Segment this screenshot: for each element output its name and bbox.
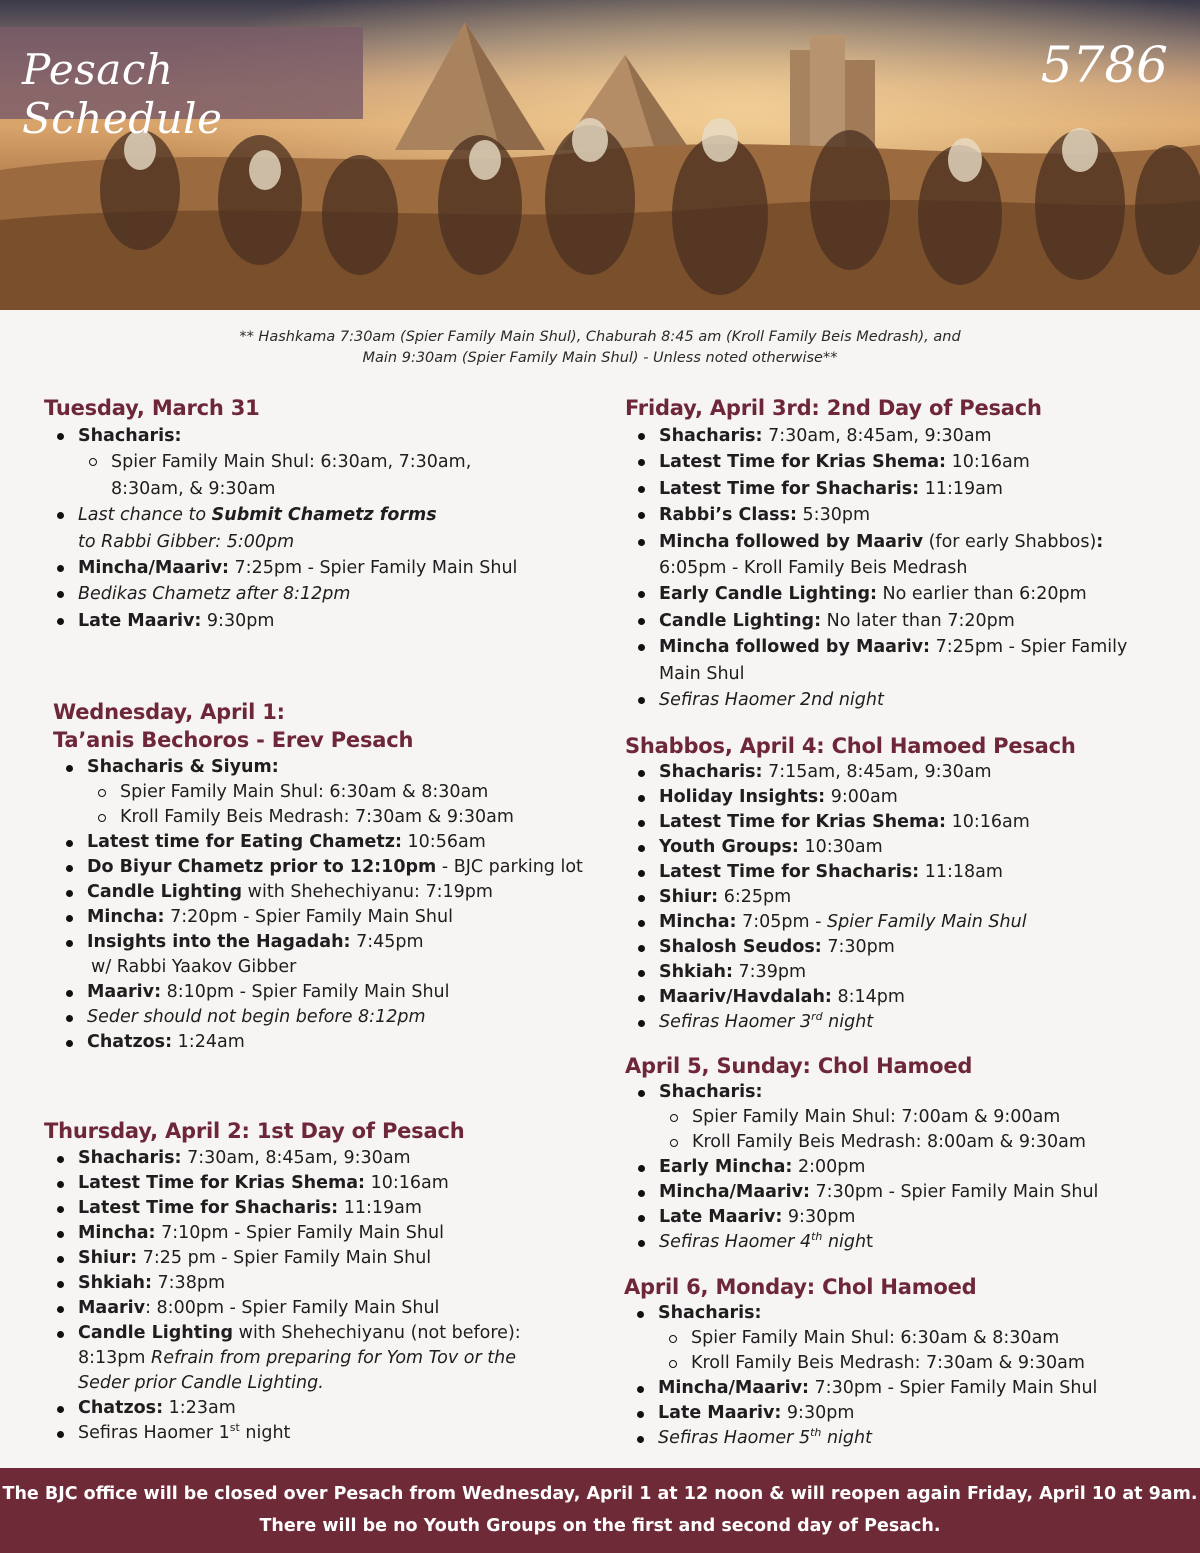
page-title: Pesach Schedule — [22, 45, 223, 143]
list-item: Mincha/Maariv: 7:25pm - Spier Family Main Shul — [44, 555, 604, 581]
list-item: Latest Time for Shacharis: 11:18am — [625, 860, 1185, 885]
list-item: Chatzos: 1:24am — [53, 1030, 613, 1055]
list-item: Candle Lighting with Shehechiyanu (not before): 8:13pm Refrain from preparing for Yom Tov or the Seder prior Candle Lighting. — [44, 1321, 604, 1396]
footer-line-2: There will be no Youth Groups on the first and second day of Pesach. — [259, 1516, 941, 1536]
item-list — [625, 423, 1185, 713]
list-item: Youth Groups: 10:30am — [625, 835, 1185, 860]
list-item: Mincha followed by Maariv: 7:25pm - Spier Family Main Shul — [625, 634, 1185, 687]
list-item: Latest Time for Krias Shema: 10:16am — [44, 1171, 604, 1196]
list-item: Latest Time for Shacharis: 11:19am — [625, 476, 1185, 502]
note-line-2: Main 9:30am (Spier Family Main Shul) - Unless noted otherwise** — [362, 350, 838, 366]
list-item: Mincha: 7:20pm - Spier Family Main Shul — [53, 905, 613, 930]
list-item: Shiur: 6:25pm — [625, 885, 1185, 910]
list-item: Sefiras Haomer 3rd night — [625, 1010, 1185, 1035]
section-heading: Friday, April 3rd: 2nd Day of Pesach — [625, 396, 1042, 420]
list-item: Shacharis: 7:30am, 8:45am, 9:30am — [44, 1146, 604, 1171]
list-item: Bedikas Chametz after 8:12pm — [44, 581, 604, 607]
list-item: Insights into the Hagadah: 7:45pm w/ Rabbi Yaakov Gibber — [53, 930, 613, 980]
note-line-1: ** Hashkama 7:30am (Spier Family Main Shul), Chaburah 8:45 am (Kroll Family Beis Medrash), and — [239, 329, 961, 345]
list-item: Shacharis: Spier Family Main Shul: 6:30am, 7:30am, 8:30am, & 9:30am — [44, 423, 604, 502]
section-tuesday — [44, 394, 604, 634]
sub-list — [78, 449, 604, 502]
list-item: Maariv: 8:10pm - Spier Family Main Shul — [53, 980, 613, 1005]
section-heading: April 5, Sunday: Chol Hamoed — [625, 1054, 973, 1078]
footer-notice — [0, 1468, 1200, 1553]
list-item: Late Maariv: 9:30pm — [625, 1205, 1185, 1230]
list-item: Last chance to Submit Chametz forms to Rabbi Gibber: 5:00pm — [44, 502, 604, 555]
list-item: Shacharis: Spier Family Main Shul: 7:00am & 9:00am Kroll Family Beis Medrash: 8:00am & 9:30am — [625, 1080, 1185, 1155]
list-item: Latest time for Eating Chametz: 10:56am — [53, 830, 613, 855]
list-item: Shkiah: 7:38pm — [44, 1271, 604, 1296]
list-item: Mincha: 7:05pm - Spier Family Main Shul — [625, 910, 1185, 935]
section-heading: April 6, Monday: Chol Hamoed — [624, 1275, 977, 1299]
list-item: Chatzos: 1:23am — [44, 1396, 604, 1421]
title-box — [0, 27, 363, 143]
list-item: Maariv: 8:00pm - Spier Family Main Shul — [44, 1296, 604, 1321]
sub-item: Spier Family Main Shul: 6:30am & 8:30am — [87, 780, 613, 805]
list-item: Early Mincha: 2:00pm — [625, 1155, 1185, 1180]
list-item: Shacharis & Siyum: Spier Family Main Shul: 6:30am & 8:30am Kroll Family Beis Medrash: 7:30am & 9:30am — [53, 755, 613, 830]
section-monday — [624, 1273, 1184, 1451]
list-item: Sefiras Haomer 4th night — [625, 1230, 1185, 1255]
sub-item: Spier Family Main Shul: 7:00am & 9:00am — [659, 1105, 1185, 1130]
sub-item: Spier Family Main Shul: 6:30am, 7:30am, 8:30am, & 9:30am — [78, 449, 604, 502]
list-item: Sefiras Haomer 1st night — [44, 1421, 604, 1446]
list-item: Late Maariv: 9:30pm — [624, 1401, 1184, 1426]
list-item: Sefiras Haomer 2nd night — [625, 687, 1185, 713]
list-item: Holiday Insights: 9:00am — [625, 785, 1185, 810]
sub-list — [659, 1105, 1185, 1155]
item-list — [625, 1080, 1185, 1255]
service-note — [150, 327, 1050, 369]
list-item: Shacharis: Spier Family Main Shul: 6:30am & 8:30am Kroll Family Beis Medrash: 7:30am & 9:30am — [624, 1301, 1184, 1376]
section-wednesday — [53, 698, 613, 1055]
section-heading: Tuesday, March 31 — [44, 396, 260, 420]
footer-line-1: The BJC office will be closed over Pesach from Wednesday, April 1 at 12 noon & will reopen again Friday, April 10 at 9am. — [2, 1484, 1198, 1504]
year-label: 5786 — [1040, 36, 1168, 94]
list-item: Mincha followed by Maariv (for early Shabbos): 6:05pm - Kroll Family Beis Medrash — [625, 529, 1185, 582]
list-item: Shacharis: 7:30am, 8:45am, 9:30am — [625, 423, 1185, 449]
hero-banner — [0, 0, 1200, 310]
item-list — [625, 760, 1185, 1035]
list-item: Maariv/Havdalah: 8:14pm — [625, 985, 1185, 1010]
list-item: Candle Lighting: No later than 7:20pm — [625, 608, 1185, 634]
list-item: Rabbi’s Class: 5:30pm — [625, 502, 1185, 528]
list-item: Latest Time for Shacharis: 11:19am — [44, 1196, 604, 1221]
list-item: Seder should not begin before 8:12pm — [53, 1005, 613, 1030]
section-sunday — [625, 1052, 1185, 1255]
section-heading: Shabbos, April 4: Chol Hamoed Pesach — [625, 734, 1076, 758]
list-item: Latest Time for Krias Shema: 10:16am — [625, 810, 1185, 835]
item-list — [44, 1146, 604, 1446]
list-item: Mincha/Maariv: 7:30pm - Spier Family Main Shul — [624, 1376, 1184, 1401]
list-item: Shalosh Seudos: 7:30pm — [625, 935, 1185, 960]
list-item: Do Biyur Chametz prior to 12:10pm - BJC parking lot — [53, 855, 613, 880]
list-item: Candle Lighting with Shehechiyanu: 7:19pm — [53, 880, 613, 905]
item-list — [44, 423, 604, 634]
section-thursday — [44, 1117, 604, 1446]
sub-list — [658, 1326, 1184, 1376]
sub-item: Kroll Family Beis Medrash: 7:30am & 9:30am — [658, 1351, 1184, 1376]
list-item: Shiur: 7:25 pm - Spier Family Main Shul — [44, 1246, 604, 1271]
section-heading: Wednesday, April 1: Ta’anis Bechoros - Erev Pesach — [53, 700, 414, 752]
sub-item: Spier Family Main Shul: 6:30am & 8:30am — [658, 1326, 1184, 1351]
list-item: Mincha: 7:10pm - Spier Family Main Shul — [44, 1221, 604, 1246]
sub-list — [87, 780, 613, 830]
list-item: Mincha/Maariv: 7:30pm - Spier Family Main Shul — [625, 1180, 1185, 1205]
item-list — [53, 755, 613, 1055]
list-item: Sefiras Haomer 5th night — [624, 1426, 1184, 1451]
sub-item: Kroll Family Beis Medrash: 8:00am & 9:30am — [659, 1130, 1185, 1155]
list-item: Late Maariv: 9:30pm — [44, 608, 604, 634]
item-list — [624, 1301, 1184, 1451]
list-item: Early Candle Lighting: No earlier than 6:20pm — [625, 581, 1185, 607]
list-item: Latest Time for Krias Shema: 10:16am — [625, 449, 1185, 475]
list-item: Shacharis: 7:15am, 8:45am, 9:30am — [625, 760, 1185, 785]
list-item: Shkiah: 7:39pm — [625, 960, 1185, 985]
section-friday — [625, 394, 1185, 713]
section-shabbos — [625, 732, 1185, 1035]
section-heading: Thursday, April 2: 1st Day of Pesach — [44, 1119, 465, 1143]
sub-item: Kroll Family Beis Medrash: 7:30am & 9:30am — [87, 805, 613, 830]
